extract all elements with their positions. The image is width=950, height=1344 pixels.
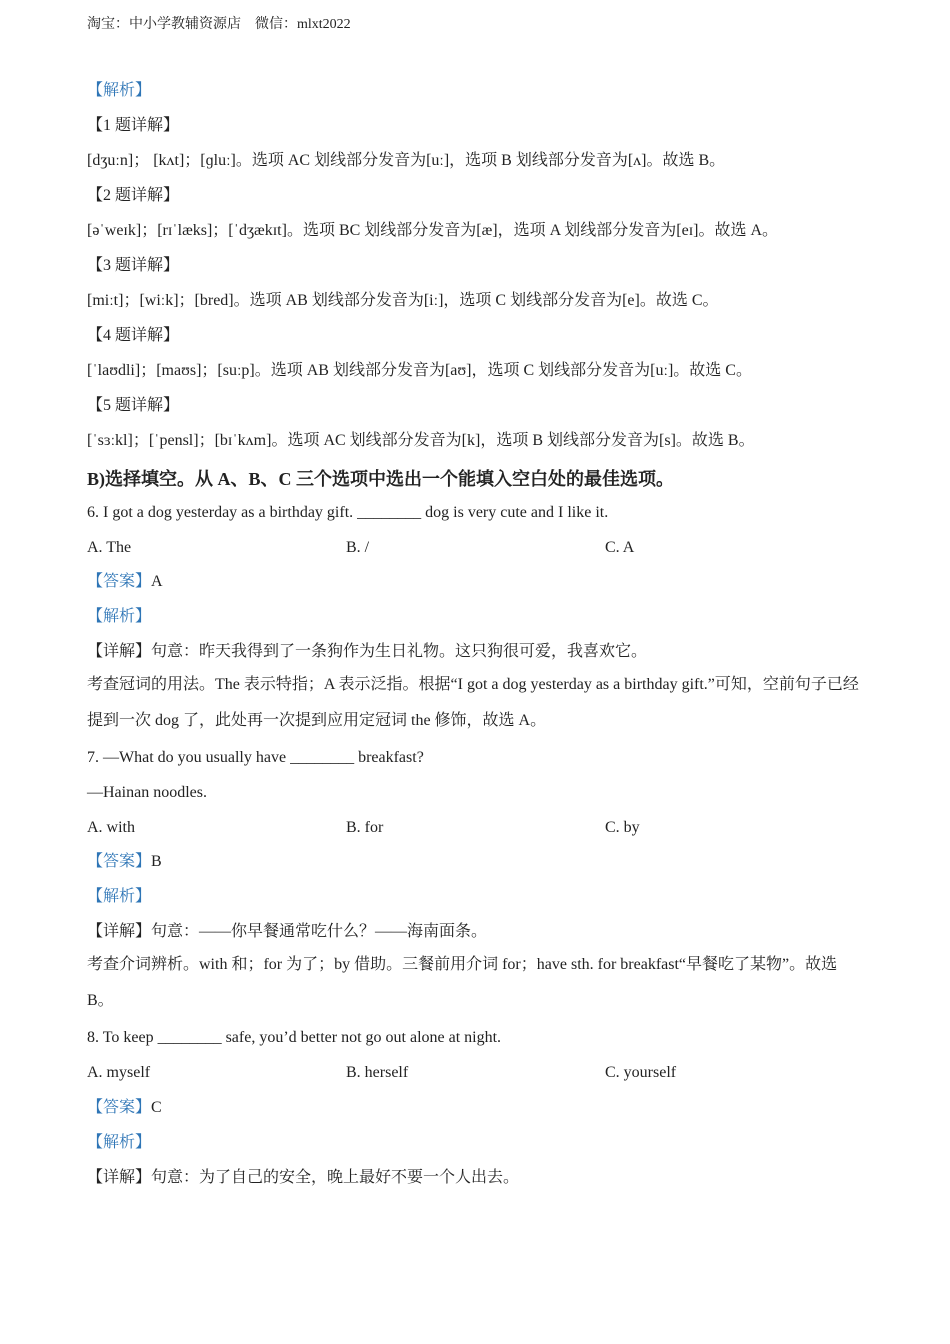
item-3-label: 【3 题详解】 (87, 257, 180, 274)
q8-stem: 8. To keep ________ safe, you’d better not go out alone at night. (87, 1029, 502, 1046)
item-1-label: 【1 题详解】 (87, 117, 180, 134)
q7-option-c: C. by (605, 819, 640, 836)
item-4-text: [ˈlaʊdli]；[maʊs]；[suːp]。选项 AB 划线部分发音为[aʊ]，选项 C 划线部分发音为[uː]。故选 C。 (87, 362, 752, 379)
q8-option-b: B. herself (346, 1064, 409, 1081)
q8-answer (87, 1098, 162, 1118)
item-1-text: [dʒuːn]； [kʌt]；[ɡluː]。选项 AC 划线部分发音为[uː]，选项 B 划线部分发音为[ʌ]。故选 B。 (87, 152, 726, 169)
q7-jiexi-label: 【解析】 (87, 888, 152, 905)
q6-option-a: A. The (87, 539, 132, 556)
q6-jiexi-label: 【解析】 (87, 608, 152, 625)
part-a-jiexi-label: 【解析】 (87, 82, 152, 99)
q8-answer-value: C (151, 1099, 162, 1116)
item-5-text: [ˈsɜːkl]；[ˈpensl]；[bɪˈkʌm]。选项 AC 划线部分发音为[k]，选项 B 划线部分发音为[s]。故选 B。 (87, 432, 755, 449)
q8-jiexi-label: 【解析】 (87, 1134, 152, 1151)
q7-answer-label: 【答案】 (87, 853, 152, 870)
item-4-label: 【4 题详解】 (87, 327, 180, 344)
item-2-text: [əˈweɪk]；[rɪˈlæks]；[ˈdʒækɪt]。选项 BC 划线部分发音为[æ]，选项 A 划线部分发音为[eɪ]。故选 A。 (87, 222, 779, 239)
q8-detail: 【详解】句意：为了自己的安全，晚上最好不要一个人出去。 (87, 1169, 520, 1186)
q7-option-b: B. for (346, 819, 384, 836)
item-5-label: 【5 题详解】 (87, 397, 180, 414)
q6-option-c: C. A (605, 539, 635, 556)
item-2-label: 【2 题详解】 (87, 187, 180, 204)
q8-answer-label: 【答案】 (87, 1099, 152, 1116)
q6-stem: 6. I got a dog yesterday as a birthday gift. ________ dog is very cute and I like it. (87, 504, 609, 521)
item-3-text: [miːt]；[wiːk]；[bred]。选项 AB 划线部分发音为[iː]，选项 C 划线部分发音为[e]。故选 C。 (87, 292, 719, 309)
q6-answer (87, 572, 163, 592)
q8-option-c: C. yourself (605, 1064, 677, 1081)
q6-analysis: 考查冠词的用法。The 表示特指；A 表示泛指。根据“I got a dog yesterday as a birthday gift.”可知，空前句子已经提到一次 dog 了，此处再一次提到应用定冠词 the 修饰，故选 A。 (87, 676, 859, 729)
header-wechat: 微信：mlxt2022 (255, 17, 351, 32)
q7-stem: 7. —What do you usually have ________ breakfast? (87, 749, 424, 766)
q6-detail: 【详解】句意：昨天我得到了一条狗作为生日礼物。这只狗很可爱，我喜欢它。 (87, 643, 648, 660)
q8-option-a: A. myself (87, 1064, 151, 1081)
q7-answer (87, 852, 162, 872)
q7-analysis: 考查介词辨析。with 和；for 为了；by 借助。三餐前用介词 for；have sth. for breakfast“早餐吃了某物”。故选 B。 (87, 956, 838, 1009)
q7-answer-value: B (151, 853, 162, 870)
section-b-title: B)选择填空。从 A、B、C 三个选项中选出一个能填入空白处的最佳选项。 (87, 469, 675, 489)
q7-stem-reply: —Hainan noodles. (87, 784, 207, 801)
page-header (87, 13, 351, 33)
q7-detail: 【详解】句意：——你早餐通常吃什么？——海南面条。 (87, 923, 488, 940)
q6-answer-value: A (151, 573, 163, 590)
q6-option-b: B. / (346, 539, 370, 556)
q7-option-a: A. with (87, 819, 135, 836)
q6-answer-label: 【答案】 (87, 573, 152, 590)
header-shop: 淘宝：中小学教辅资源店 (87, 17, 241, 32)
